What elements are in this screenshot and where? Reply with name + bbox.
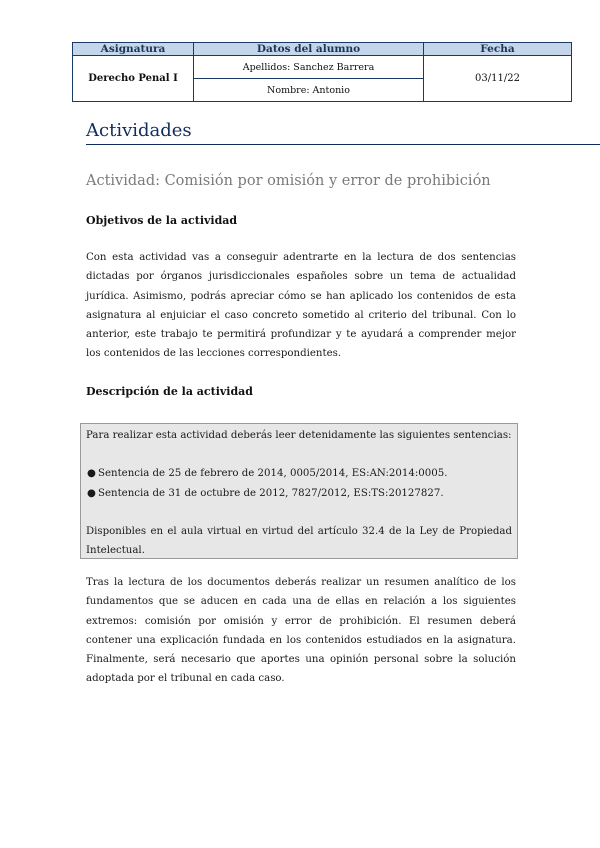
sentences-list: [86, 464, 512, 503]
name-cell: Nombre: Antonio: [194, 79, 424, 102]
sentence-text: Sentencia de 31 de octubre de 2012, 7827/2012, ES:TS:20127827.: [98, 487, 444, 499]
description-paragraph: Tras la lectura de los documentos deberás realizar un resumen analítico de los fundamentos que se aducen en cada una de ellas en relación a los siguientes extremos: comisión por omisión y error de prohibición. El resumen deberá contener una explicación fundada en los contenidos estudiados en la asignatura. Finalmente, será necesario que aportes una opinión personal sobre la solución adoptada por el tribunal en cada caso.: [86, 577, 516, 685]
surname-cell: Apellidos: Sanchez Barrera: [194, 56, 424, 79]
sentence-text: Sentencia de 25 de febrero de 2014, 0005/2014, ES:AN:2014:0005.: [98, 468, 448, 480]
objectives-heading: Objetivos de la actividad: [86, 214, 238, 227]
availability-note: Disponibles en el aula virtual en virtud del artículo 32.4 de la Ley de Propiedad Intelectual.: [86, 525, 512, 557]
date-cell: 03/11/22: [424, 56, 572, 102]
bullet-icon: ●: [87, 468, 96, 480]
header-col-date: Fecha: [424, 43, 572, 56]
header-col-subject: Asignatura: [73, 43, 194, 56]
header-table: [72, 42, 572, 102]
objectives-paragraph: Con esta actividad vas a conseguir adentrarte en la lectura de dos sentencias dictadas por órganos jurisdiccionales españoles sobre un tema de actualidad jurídica. Asimismo, podrás apreciar cómo se han aplicado los contenidos de esta asignatura al enjuiciar el caso concreto sometido al criterio del tribunal. Con lo anterior, este trabajo te permitirá profundizar y te ayudará a comprender mejor los contenidos de las lecciones correspondientes.: [86, 252, 516, 360]
readings-box: [80, 423, 518, 559]
section-title: Actividades: [86, 119, 600, 145]
list-item: [86, 464, 512, 483]
readings-intro: Para realizar esta actividad deberás leer detenidamente las siguientes sentencias:: [86, 430, 512, 441]
activity-title: Actividad: Comisión por omisión y error de prohibición: [86, 173, 491, 189]
description-heading: Descripción de la actividad: [86, 385, 253, 398]
list-item: [86, 484, 512, 503]
bullet-icon: ●: [87, 487, 96, 499]
subject-cell: Derecho Penal I: [73, 56, 194, 102]
header-col-student: Datos del alumno: [194, 43, 424, 56]
